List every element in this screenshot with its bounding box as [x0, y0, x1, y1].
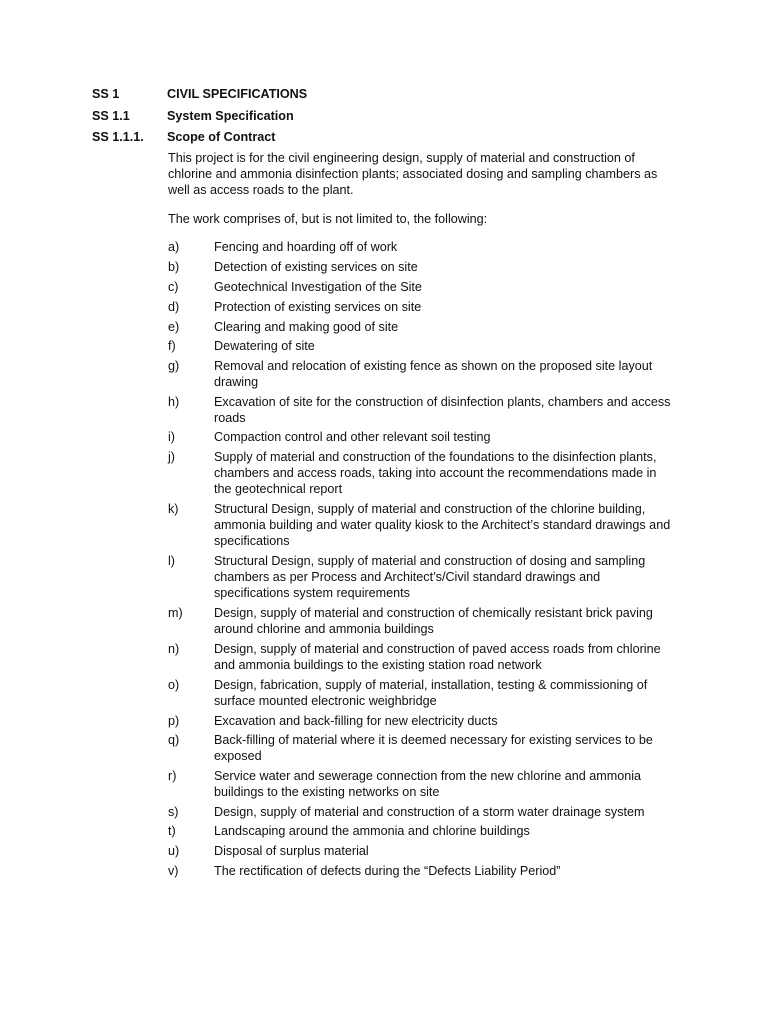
list-item-text: Design, fabrication, supply of material, installation, testing & commissioning of surface mounted electronic weighbridge: [214, 678, 648, 708]
list-item-letter: u): [168, 844, 180, 858]
list-item-text: Structural Design, supply of material and construction of dosing and sampling chambers as per Process and Architect’s/Civil standard drawings and specifications system requirements: [214, 554, 646, 600]
list-item-letter: i): [168, 430, 175, 444]
list-item-text: Structural Design, supply of material and construction of the chlorine building, ammonia building and water quality kiosk to the Architect’s standard drawings and specifications: [214, 502, 671, 548]
list-item-letter: t): [168, 824, 176, 838]
list-item-text: Service water and sewerage connection from the new chlorine and ammonia buildings to the existing networks on site: [214, 769, 642, 799]
list-item-text: Design, supply of material and construction of chemically resistant brick paving around chlorine and ammonia buildings: [214, 606, 653, 636]
list-item-letter: p): [168, 714, 180, 728]
list-item-text: Detection of existing services on site: [214, 260, 418, 274]
list-item-text: Removal and relocation of existing fence as shown on the proposed site layout drawing: [214, 359, 653, 389]
list-item-text: Compaction control and other relevant soil testing: [214, 430, 491, 444]
section-number: SS 1: [92, 87, 120, 101]
section-number: SS 1.1: [92, 109, 130, 123]
list-item-letter: r): [168, 769, 177, 783]
list-item-text: Protection of existing services on site: [214, 300, 422, 314]
list-item-letter: o): [168, 678, 180, 692]
list-item-text: Supply of material and construction of the foundations to the disinfection plants, chambers and access roads, taking into account the recommendations made in the geotechnical report: [214, 450, 657, 496]
list-item-text: Excavation of site for the construction of disinfection plants, chambers and access roads: [214, 395, 671, 425]
list-item-text: The rectification of defects during the “Defects Liability Period”: [214, 864, 561, 878]
list-item-text: Disposal of surplus material: [214, 844, 369, 858]
list-item-text: Design, supply of material and construction of a storm water drainage system: [214, 805, 645, 819]
list-item-letter: l): [168, 554, 175, 568]
list-item-text: Back-filling of material where it is deemed necessary for existing services to be exposed: [214, 733, 653, 763]
list-item-text: Geotechnical Investigation of the Site: [214, 280, 422, 294]
list-item-text: Excavation and back-filling for new electricity ducts: [214, 714, 498, 728]
section-title: CIVIL SPECIFICATIONS: [167, 87, 308, 101]
list-item-letter: m): [168, 606, 183, 620]
list-item-letter: a): [168, 240, 180, 254]
list-item-text: Landscaping around the ammonia and chlorine buildings: [214, 824, 530, 838]
list-item-letter: d): [168, 300, 180, 314]
intro-paragraph: This project is for the civil engineering design, supply of material and construction of chlorine and ammonia disinfection plants; associated dosing and sampling chambers as well as access roads to the plant.: [168, 151, 658, 197]
list-item-letter: h): [168, 395, 180, 409]
list-item-text: Design, supply of material and construction of paved access roads from chlorine and ammonia buildings to the existing station road network: [214, 642, 661, 672]
list-item-letter: v): [168, 864, 179, 878]
lead-in-paragraph: The work comprises of, but is not limited to, the following:: [168, 212, 488, 226]
list-item-letter: q): [168, 733, 180, 747]
list-item-text: Dewatering of site: [214, 339, 315, 353]
list-item-letter: c): [168, 280, 179, 294]
section-number: SS 1.1.1.: [92, 130, 144, 144]
list-item-letter: j): [168, 450, 175, 464]
list-item-letter: n): [168, 642, 180, 656]
list-item-letter: f): [168, 339, 176, 353]
section-title: System Specification: [167, 109, 294, 123]
list-item-letter: k): [168, 502, 179, 516]
list-item-text: Fencing and hoarding off of work: [214, 240, 398, 254]
list-item-letter: e): [168, 320, 180, 334]
list-item-letter: b): [168, 260, 180, 274]
section-title: Scope of Contract: [167, 130, 276, 144]
list-item-letter: g): [168, 359, 180, 373]
list-item-text: Clearing and making good of site: [214, 320, 399, 334]
list-item-letter: s): [168, 805, 179, 819]
